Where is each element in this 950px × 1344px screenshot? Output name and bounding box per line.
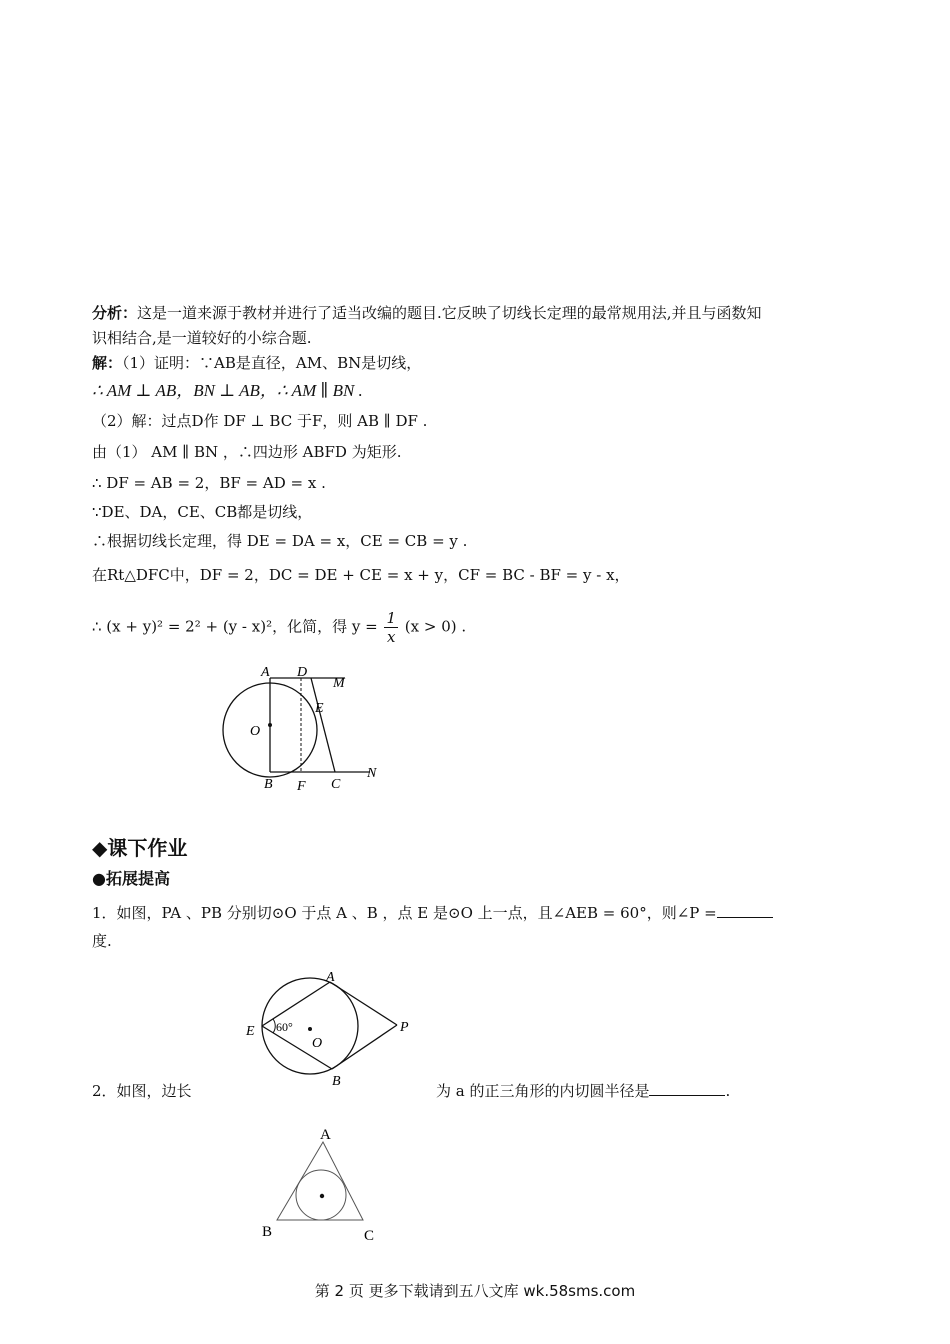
label-e: E bbox=[315, 701, 324, 716]
question-2-right bbox=[436, 1080, 730, 1102]
question-1-text: 1．如图，PA 、PB 分别切⊙O 于点 A 、B ，点 E 是⊙O 上一点，且∠AEB = 60°，则∠P = bbox=[92, 904, 717, 922]
analysis-text-1: 这是一道来源于教材并进行了适当改编的题目.它反映了切线长定理的最常规用法,并且与函数知 bbox=[137, 304, 762, 322]
tangent-dc bbox=[311, 678, 335, 772]
figure-incircle-triangle bbox=[255, 1120, 395, 1245]
fraction-denominator: x bbox=[386, 628, 396, 646]
label-c: C bbox=[331, 777, 341, 792]
tangent-pa bbox=[330, 982, 397, 1025]
answer-blank-2[interactable] bbox=[649, 1081, 725, 1096]
label-angle: 60° bbox=[276, 1020, 293, 1034]
chord-ea bbox=[262, 982, 330, 1026]
angle-arc bbox=[273, 1019, 275, 1033]
label-e2: E bbox=[246, 1024, 255, 1039]
solution-step-2: ∴ AM ⊥ AB，BN ⊥ AB，∴ AM ∥ BN . bbox=[92, 381, 363, 400]
solution-step-9-right: (x > 0) . bbox=[404, 617, 467, 636]
analysis-line-2: 识相结合,是一道较好的小综合题. bbox=[92, 329, 312, 347]
tangent-pb bbox=[332, 1025, 397, 1069]
homework-heading: ◆课下作业 bbox=[92, 836, 188, 860]
page-footer: 第 2 页 更多下载请到五八文库 wk.58sms.com bbox=[314, 1282, 636, 1300]
label-b2: B bbox=[332, 1074, 341, 1089]
question-2-left: 2．如图，边长 bbox=[92, 1082, 192, 1100]
figure-tangents-from-p bbox=[240, 965, 420, 1090]
question-2-end: . bbox=[725, 1082, 731, 1100]
label-f: F bbox=[297, 779, 306, 794]
homework-subheading: ●拓展提高 bbox=[92, 869, 170, 888]
solution-step-3: （2）解：过点D作 DF ⊥ BC 于F，则 AB ∥ DF . bbox=[92, 412, 428, 430]
label-n: N bbox=[367, 766, 377, 781]
answer-blank-1[interactable] bbox=[717, 903, 773, 918]
question-1-line-2: 度. bbox=[92, 932, 112, 950]
solution-step-8: 在Rt△DFC中，DF = 2，DC = DE + CE = x + y，CF = BC - BF = y - x， bbox=[92, 566, 630, 584]
center-dot bbox=[268, 723, 272, 727]
label-b3: B bbox=[262, 1224, 273, 1240]
figure-tangent-circle bbox=[215, 660, 395, 795]
triangle-abc bbox=[277, 1142, 363, 1220]
solution-step-9-left: ∴ (x + y)² = 2² + (y - x)²，化简，得 y = bbox=[92, 617, 378, 636]
label-a3: A bbox=[320, 1127, 331, 1143]
incenter-dot bbox=[320, 1194, 324, 1198]
label-a2: A bbox=[326, 970, 335, 985]
fraction-numerator: 1 bbox=[386, 609, 396, 627]
label-d: D bbox=[297, 665, 308, 680]
question-2-text: 为 a 的正三角形的内切圆半径是 bbox=[436, 1082, 650, 1100]
analysis-line-1 bbox=[92, 302, 762, 324]
solution-line-1 bbox=[92, 352, 421, 374]
question-1-line-1 bbox=[92, 902, 773, 924]
label-o: O bbox=[250, 724, 261, 739]
solution-step-7: ∴根据切线长定理，得 DE = DA = x，CE = CB = y . bbox=[92, 532, 468, 550]
center-dot-2 bbox=[308, 1027, 312, 1031]
solution-step-1: （1）证明：∵AB是直径，AM、BN是切线， bbox=[122, 354, 422, 372]
label-a: A bbox=[261, 665, 270, 680]
label-c3: C bbox=[364, 1228, 375, 1244]
analysis-label: 分析： bbox=[92, 304, 138, 322]
solution-step-4: 由（1） AM ∥ BN ，∴四边形 ABFD 为矩形. bbox=[92, 443, 402, 461]
label-m: M bbox=[333, 676, 345, 691]
label-o2: O bbox=[312, 1036, 323, 1051]
label-b: B bbox=[264, 777, 273, 792]
label-p2: P bbox=[400, 1020, 409, 1035]
solution-step-6: ∵DE、DA，CE、CB都是切线， bbox=[92, 503, 313, 521]
solution-step-9 bbox=[92, 609, 466, 646]
solution-label: 解： bbox=[92, 354, 123, 372]
fraction bbox=[384, 609, 398, 646]
solution-step-5: ∴ DF = AB = 2，BF = AD = x . bbox=[92, 474, 326, 492]
